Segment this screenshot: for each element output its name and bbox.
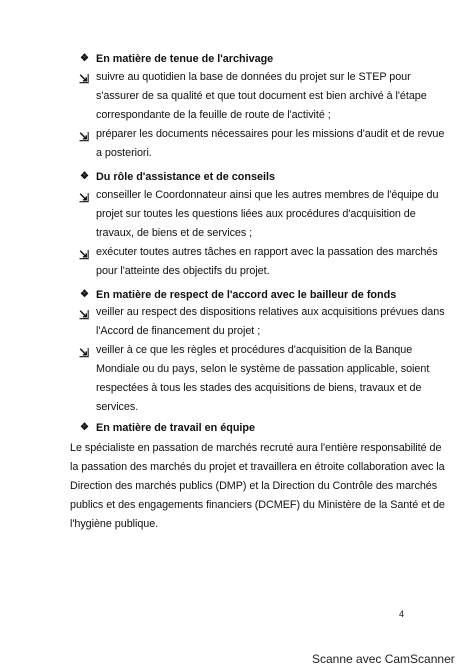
item-text-line: Mondiale ou du pays, selon le système de passation applicable, soient xyxy=(96,363,430,375)
item-text-line: l'Accord de financement du projet ; xyxy=(96,325,261,337)
item-text-line: projet sur toutes les questions liées aux procédures d'acquisition de xyxy=(96,208,416,220)
paragraph-line: publics et des engagements financiers (DCMEF) du Ministère de la Santé et de xyxy=(70,499,445,511)
arrow-bullet-icon: ⇲ xyxy=(79,308,90,322)
item-text-line: travaux, de biens et de services ; xyxy=(96,227,253,239)
section-heading-assistance: Du rôle d'assistance et de conseils xyxy=(96,171,275,183)
section-heading-bailleur: En matière de respect de l'accord avec le bailleur de fonds xyxy=(96,289,397,301)
diamond-bullet-icon: ❖ xyxy=(80,53,89,64)
item-text-line: suivre au quotidien la base de données du projet sur le STEP pour xyxy=(96,71,411,83)
item-text-line: services. xyxy=(96,401,139,413)
paragraph-line: la passation des marchés du projet et travaillera en étroite collaboration avec la xyxy=(70,461,445,473)
item-text-line: conseiller le Coordonnateur ainsi que les autres membres de l'équipe du xyxy=(96,189,439,201)
item-text-line: veiller au respect des dispositions relatives aux acquisitions prévues dans xyxy=(96,306,445,318)
section-heading-archivage: En matière de tenue de l'archivage xyxy=(96,53,274,65)
item-text-line: correspondante de la feuille de route de l'activité ; xyxy=(96,109,331,121)
paragraph-line: l'hygiène publique. xyxy=(70,518,159,530)
arrow-bullet-icon: ⇲ xyxy=(79,191,90,205)
item-text-line: a posteriori. xyxy=(96,147,152,159)
arrow-bullet-icon: ⇲ xyxy=(79,248,90,262)
arrow-bullet-icon: ⇲ xyxy=(79,346,90,360)
paragraph-line: Direction des marchés publics (DMP) et la Direction du Contrôle des marchés xyxy=(70,480,438,492)
diamond-bullet-icon: ❖ xyxy=(80,171,89,182)
arrow-bullet-icon: ⇲ xyxy=(79,130,90,144)
item-text-line: respectées à tous les stades des acquisitions de biens, travaux et de xyxy=(96,382,422,394)
diamond-bullet-icon: ❖ xyxy=(80,289,89,300)
diamond-bullet-icon: ❖ xyxy=(80,422,89,433)
section-heading-travail-equipe: En matière de travail en équipe xyxy=(96,422,256,434)
item-text-line: veiller à ce que les règles et procédures d'acquisition de la Banque xyxy=(96,344,413,356)
paragraph-line: Le spécialiste en passation de marchés recruté aura l'entière responsabilité de xyxy=(70,442,442,454)
item-text-line: préparer les documents nécessaires pour les missions d'audit et de revue xyxy=(96,128,445,140)
item-text-line: pour l'atteinte des objectifs du projet. xyxy=(96,265,270,277)
arrow-bullet-icon: ⇲ xyxy=(79,72,90,86)
camscanner-watermark: Scanne avec CamScanner xyxy=(312,652,455,666)
item-text-line: s'assurer de sa qualité et que tout document est bien archivé à l'étape xyxy=(96,90,427,102)
item-text-line: exécuter toutes autres tâches en rapport avec la passation des marchés xyxy=(96,246,438,258)
page-number: 4 xyxy=(399,609,405,619)
